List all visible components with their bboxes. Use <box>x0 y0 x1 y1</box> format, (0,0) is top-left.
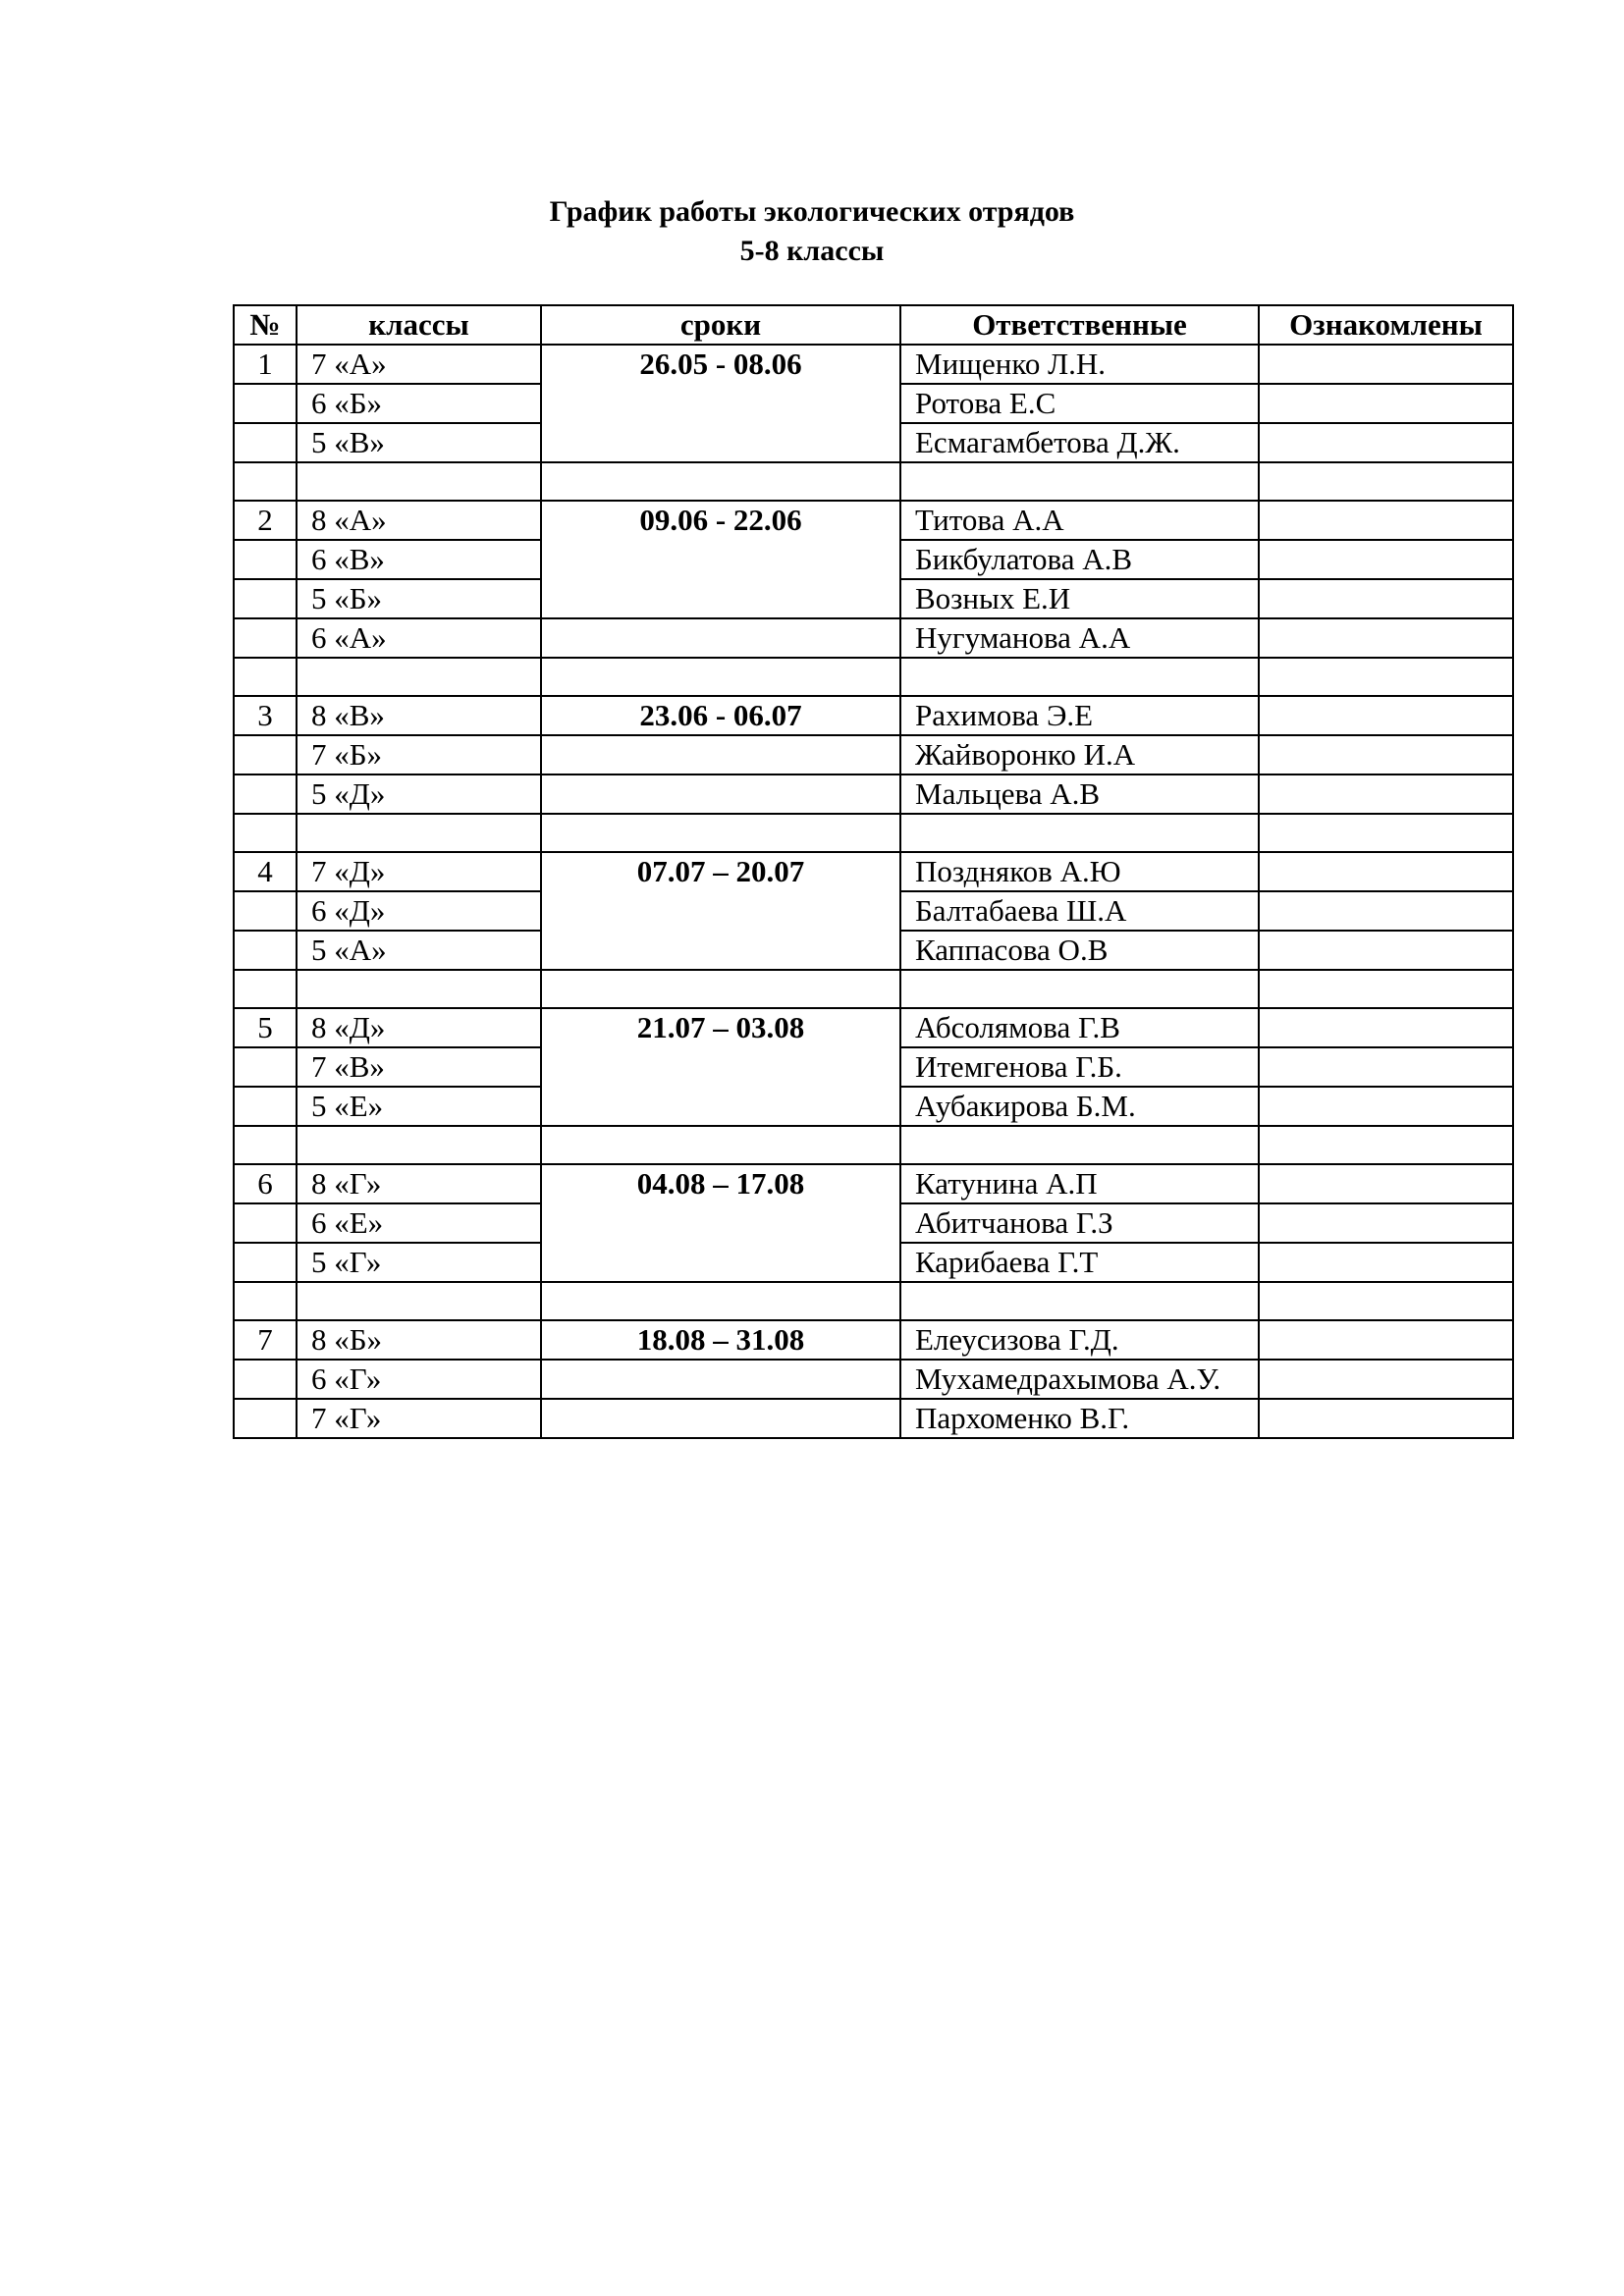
number-cell <box>234 891 297 931</box>
class-cell: 6 «Б» <box>297 384 541 423</box>
responsible-cell: Пархоменко В.Г. <box>900 1399 1259 1438</box>
column-header-number: № <box>234 305 297 345</box>
number-cell <box>234 1087 297 1126</box>
responsible-cell: Бикбулатова А.В <box>900 540 1259 579</box>
acknowledged-cell <box>1259 1164 1513 1203</box>
responsible-cell: Елеусизова Г.Д. <box>900 1320 1259 1360</box>
empty-cell <box>297 658 541 696</box>
acknowledged-cell <box>1259 931 1513 970</box>
empty-cell <box>900 658 1259 696</box>
empty-cell <box>234 1282 297 1320</box>
acknowledged-cell <box>1259 1360 1513 1399</box>
acknowledged-cell <box>1259 540 1513 579</box>
acknowledged-cell <box>1259 774 1513 814</box>
number-cell <box>234 735 297 774</box>
number-cell <box>234 423 297 462</box>
table-row <box>234 618 1513 658</box>
column-header-classes: классы <box>297 305 541 345</box>
acknowledged-cell <box>1259 696 1513 735</box>
table-header-row <box>234 305 1513 345</box>
table-row <box>234 1320 1513 1360</box>
empty-cell <box>541 658 900 696</box>
responsible-cell: Есмагамбетова Д.Ж. <box>900 423 1259 462</box>
class-cell: 8 «Б» <box>297 1320 541 1360</box>
acknowledged-cell <box>1259 1320 1513 1360</box>
empty-cell <box>541 618 900 658</box>
empty-cell <box>234 970 297 1008</box>
number-cell <box>234 579 297 618</box>
column-header-responsible: Ответственные <box>900 305 1259 345</box>
empty-cell <box>1259 970 1513 1008</box>
empty-cell <box>234 814 297 852</box>
empty-cell <box>297 462 541 501</box>
class-cell: 8 «В» <box>297 696 541 735</box>
class-cell: 6 «Г» <box>297 1360 541 1399</box>
group-number: 4 <box>234 852 297 891</box>
acknowledged-cell <box>1259 1047 1513 1087</box>
dates-cell: 23.06 - 06.07 <box>541 696 900 735</box>
responsible-cell: Каппасова О.В <box>900 931 1259 970</box>
empty-cell <box>1259 814 1513 852</box>
table-row <box>234 735 1513 774</box>
table-row <box>234 1008 1513 1047</box>
responsible-cell: Ротова Е.С <box>900 384 1259 423</box>
acknowledged-cell <box>1259 1243 1513 1282</box>
acknowledged-cell <box>1259 345 1513 384</box>
class-cell: 7 «В» <box>297 1047 541 1087</box>
responsible-cell: Аубакирова Б.М. <box>900 1087 1259 1126</box>
number-cell <box>234 1399 297 1438</box>
responsible-cell: Титова А.А <box>900 501 1259 540</box>
class-cell: 5 «В» <box>297 423 541 462</box>
number-cell <box>234 540 297 579</box>
empty-cell <box>234 1126 297 1164</box>
class-cell: 6 «Е» <box>297 1203 541 1243</box>
empty-cell <box>541 1126 900 1164</box>
number-cell <box>234 774 297 814</box>
table-row <box>234 696 1513 735</box>
class-cell: 7 «Б» <box>297 735 541 774</box>
number-cell <box>234 1203 297 1243</box>
responsible-cell: Абсолямова Г.В <box>900 1008 1259 1047</box>
spacer-row <box>234 814 1513 852</box>
responsible-cell: Жайворонко И.А <box>900 735 1259 774</box>
empty-cell <box>541 1282 900 1320</box>
empty-cell <box>297 814 541 852</box>
spacer-row <box>234 462 1513 501</box>
class-cell: 6 «Д» <box>297 891 541 931</box>
group-number: 3 <box>234 696 297 735</box>
empty-cell <box>541 814 900 852</box>
dates-cell: 21.07 – 03.08 <box>541 1008 900 1126</box>
spacer-row <box>234 1126 1513 1164</box>
dates-cell: 07.07 – 20.07 <box>541 852 900 970</box>
table-row <box>234 774 1513 814</box>
table-row <box>234 345 1513 384</box>
empty-cell <box>1259 658 1513 696</box>
responsible-cell: Поздняков А.Ю <box>900 852 1259 891</box>
acknowledged-cell <box>1259 579 1513 618</box>
table-row <box>234 1399 1513 1438</box>
empty-cell <box>1259 462 1513 501</box>
table-row <box>234 1360 1513 1399</box>
empty-cell <box>541 1360 900 1399</box>
acknowledged-cell <box>1259 735 1513 774</box>
spacer-row <box>234 1282 1513 1320</box>
acknowledged-cell <box>1259 852 1513 891</box>
spacer-row <box>234 658 1513 696</box>
schedule-table <box>233 304 1514 1439</box>
class-cell: 8 «Г» <box>297 1164 541 1203</box>
acknowledged-cell <box>1259 1399 1513 1438</box>
class-cell: 6 «В» <box>297 540 541 579</box>
dates-cell: 04.08 – 17.08 <box>541 1164 900 1282</box>
class-cell: 5 «Д» <box>297 774 541 814</box>
class-cell: 6 «А» <box>297 618 541 658</box>
acknowledged-cell <box>1259 891 1513 931</box>
class-cell: 5 «Е» <box>297 1087 541 1126</box>
empty-cell <box>541 462 900 501</box>
acknowledged-cell <box>1259 618 1513 658</box>
empty-cell <box>234 462 297 501</box>
empty-cell <box>541 1399 900 1438</box>
group-number: 1 <box>234 345 297 384</box>
responsible-cell: Нугуманова А.А <box>900 618 1259 658</box>
responsible-cell: Итемгенова Г.Б. <box>900 1047 1259 1087</box>
responsible-cell: Карибаева Г.Т <box>900 1243 1259 1282</box>
empty-cell <box>1259 1282 1513 1320</box>
acknowledged-cell <box>1259 1087 1513 1126</box>
spacer-row <box>234 970 1513 1008</box>
table-row <box>234 1164 1513 1203</box>
responsible-cell: Абитчанова Г.З <box>900 1203 1259 1243</box>
group-number: 5 <box>234 1008 297 1047</box>
empty-cell <box>1259 1126 1513 1164</box>
acknowledged-cell <box>1259 384 1513 423</box>
acknowledged-cell <box>1259 423 1513 462</box>
group-number: 2 <box>234 501 297 540</box>
empty-cell <box>541 774 900 814</box>
class-cell: 8 «А» <box>297 501 541 540</box>
empty-cell <box>900 814 1259 852</box>
class-cell: 5 «Б» <box>297 579 541 618</box>
number-cell <box>234 1243 297 1282</box>
responsible-cell: Рахимова Э.Е <box>900 696 1259 735</box>
responsible-cell: Мищенко Л.Н. <box>900 345 1259 384</box>
empty-cell <box>900 1126 1259 1164</box>
column-header-dates: сроки <box>541 305 900 345</box>
group-number: 6 <box>234 1164 297 1203</box>
responsible-cell: Мальцева А.В <box>900 774 1259 814</box>
number-cell <box>234 1360 297 1399</box>
empty-cell <box>297 1126 541 1164</box>
number-cell <box>234 1047 297 1087</box>
dates-cell: 26.05 - 08.06 <box>541 345 900 462</box>
empty-cell <box>297 970 541 1008</box>
number-cell <box>234 618 297 658</box>
table-row <box>234 501 1513 540</box>
empty-cell <box>234 658 297 696</box>
page-title: График работы экологических отрядов <box>549 195 1075 228</box>
acknowledged-cell <box>1259 501 1513 540</box>
responsible-cell: Балтабаева Ш.А <box>900 891 1259 931</box>
dates-cell: 18.08 – 31.08 <box>541 1320 900 1360</box>
number-cell <box>234 931 297 970</box>
page-subtitle: 5-8 классы <box>739 235 885 267</box>
table-row <box>234 852 1513 891</box>
responsible-cell: Мухамедрахымова А.У. <box>900 1360 1259 1399</box>
empty-cell <box>900 1282 1259 1320</box>
dates-cell: 09.06 - 22.06 <box>541 501 900 618</box>
class-cell: 7 «Г» <box>297 1399 541 1438</box>
acknowledged-cell <box>1259 1203 1513 1243</box>
group-number: 7 <box>234 1320 297 1360</box>
document-title <box>0 192 1624 271</box>
empty-cell <box>900 970 1259 1008</box>
empty-cell <box>541 735 900 774</box>
column-header-acknowledged: Ознакомлены <box>1259 305 1513 345</box>
responsible-cell: Возных Е.И <box>900 579 1259 618</box>
acknowledged-cell <box>1259 1008 1513 1047</box>
class-cell: 7 «Д» <box>297 852 541 891</box>
class-cell: 5 «Г» <box>297 1243 541 1282</box>
empty-cell <box>900 462 1259 501</box>
class-cell: 7 «А» <box>297 345 541 384</box>
responsible-cell: Катунина А.П <box>900 1164 1259 1203</box>
class-cell: 5 «А» <box>297 931 541 970</box>
empty-cell <box>297 1282 541 1320</box>
class-cell: 8 «Д» <box>297 1008 541 1047</box>
empty-cell <box>541 970 900 1008</box>
number-cell <box>234 384 297 423</box>
